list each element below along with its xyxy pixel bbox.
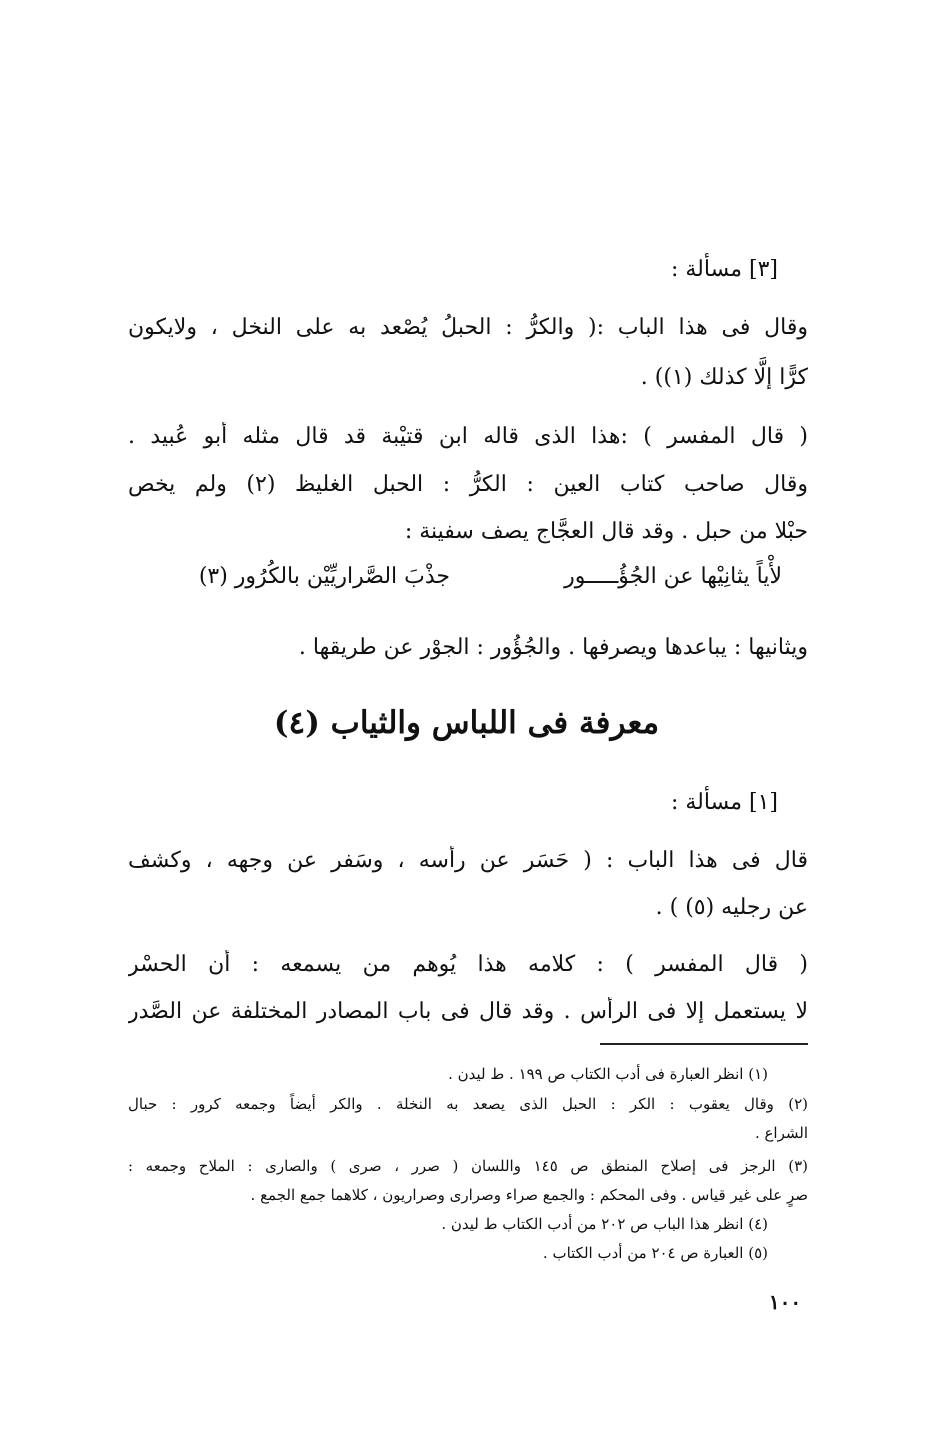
- footnote: (٤) انظر هذا الباب ص ٢٠٢ من أدب الكتاب ط ليدن .: [441, 1215, 768, 1233]
- footnote: (١) انظر العبارة فى أدب الكتاب ص ١٩٩ . ط ليدن .: [448, 1065, 768, 1083]
- footnote: (٣) الرجز فى إصلاح المنطق ص ١٤٥ واللسان ( صرر ، صرى ) والصارى : الملاح وجمعه :: [128, 1157, 808, 1175]
- verse-hemistich-first: لأْياً يثانِيْها عن الجُؤُـــــور: [564, 564, 782, 589]
- footnote: (٢) وقال يعقوب : الكر : الحبل الذى يصعد به النخلة . والكر أيضاً وجمعه كرور : حبال: [128, 1095, 808, 1113]
- body-text-line: وقال فى هذا الباب :( والكرُّ : الحبلُ يُصْعد به على النخل ، ولايكون: [128, 315, 808, 340]
- commentary-line: ( قال المفسر ) : كلامه هذا يُوهم من يسمعه : أن الحسْر: [128, 952, 808, 977]
- commentary-line: وقال صاحب كتاب العين : الكرُّ : الحبل الغليظ (٢) ولم يخص: [128, 472, 808, 497]
- chapter-heading: معرفة فى اللباس والثياب (٤): [273, 705, 660, 741]
- explanation-line: ويثانيها : يباعدها ويصرفها . والجُؤُور : الجوْر عن طريقها .: [298, 635, 808, 660]
- body-text-line: كرًّا إلَّا كذلك (١)) .: [640, 365, 808, 390]
- footnote: (٥) العبارة ص ٢٠٤ من أدب الكتاب .: [542, 1244, 768, 1262]
- commentary-line: حبْلا من حبل . وقد قال العجَّاج يصف سفينة :: [404, 519, 808, 544]
- page-number: ١٠٠: [768, 1290, 802, 1314]
- commentary-line: ( قال المفسر ) :هذا الذى قاله ابن قتيْبة قد قال مثله أبو عُبيد .: [128, 424, 808, 449]
- commentary-line: لا يستعمل إلا فى الرأس . وقد قال فى باب المصادر المختلفة عن الصَّدر: [128, 999, 808, 1024]
- body-text-line: قال فى هذا الباب : ( حَسَر عن رأسه ، وسَفر عن وجهه ، وكشف: [128, 848, 808, 873]
- verse-hemistich-second: جذْبَ الصَّراريِّيْن بالكُرُور (٣): [198, 564, 450, 589]
- footnote-continuation: صرٍ على غير قياس . وفى المحكم : والجمع صراء وصرارى وصراريون ، كلاهما جمع الجمع .: [250, 1186, 808, 1204]
- question-label: [٣] مسألة :: [670, 257, 778, 282]
- footnote-divider: [600, 1043, 808, 1045]
- question-label: [١] مسألة :: [670, 790, 778, 815]
- body-text-line: عن رجليه (٥) ) .: [655, 895, 808, 920]
- footnote-continuation: الشراع .: [754, 1124, 808, 1142]
